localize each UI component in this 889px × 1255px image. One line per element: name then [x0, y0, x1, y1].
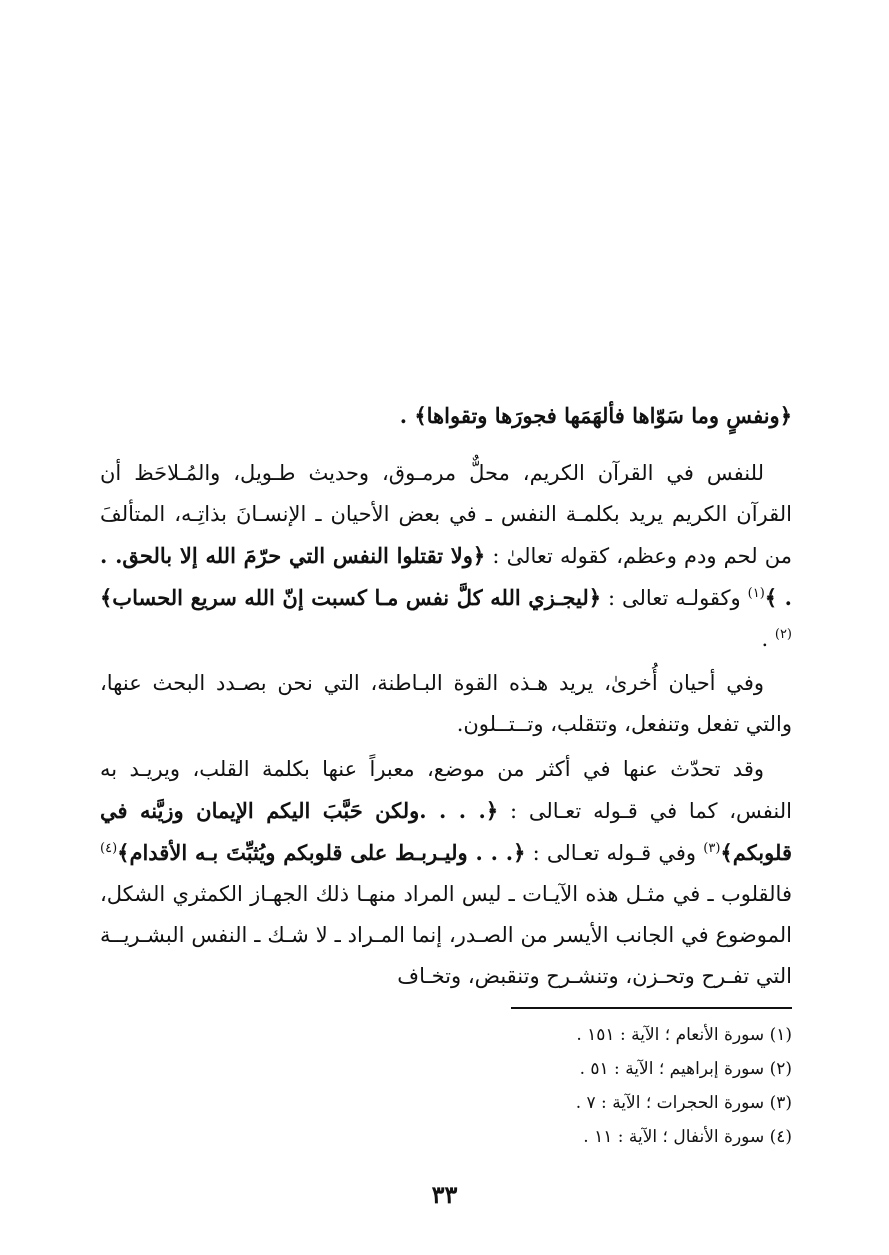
footnote-4: (٤) سورة الأنفال ؛ الآية : ١١ . — [583, 1127, 792, 1147]
footnote-ref-2: (٢) — [774, 627, 792, 642]
paragraph-2 — [100, 663, 792, 745]
paragraph-3-text-c: فالقلوب ـ في مثـل هذه الآيـات ـ ليس المراد منهـا ذلك الجهـاز الكمثري الشكل، الموضوع في الجانب الأيسر من الصـدر، إنما المـراد ـ لا شـك ـ النفس البشـريــة التي تفـرح وتحـزن، وتنشـرح وتنقبض، وتخـاف — [100, 882, 792, 988]
footnote-3: (٣) سورة الحجرات ؛ الآية : ٧ . — [575, 1093, 792, 1113]
quran-quote-1: ﴿ولا تقتلوا النفس التي حرّمَ الله إلا بالحق. . . ﴾ — [100, 543, 792, 610]
opening-verse: ﴿ونفسٍ وما سَوّاها فألهَمَها فجورَها وتقواها﴾ . — [399, 403, 792, 428]
footnote-1: (١) سورة الأنعام ؛ الآية : ١٥١ . — [576, 1025, 792, 1045]
page-number: ٣٣ — [431, 1180, 458, 1209]
footnote-2: (٢) سورة إبراهيم ؛ الآية : ٥١ . — [579, 1059, 792, 1079]
footnote-ref-1: (١) — [747, 586, 765, 601]
paragraph-1-text-b: وكقولـه تعالى : — [608, 586, 741, 610]
paragraph-1 — [100, 453, 792, 660]
paragraph-3-text-a: وقد تحدّث عنها في أكثر من موضع، معبراً عنها بكلمة القلب، ويريـد به النفس، كما في قـوله تعـالى : — [100, 757, 793, 823]
footnotes — [300, 1018, 792, 1154]
footnote-divider — [511, 1007, 792, 1009]
footnote-ref-3: (٣) — [703, 841, 721, 856]
paragraph-3-text-b: وفي قـوله تعـالى : — [532, 841, 697, 865]
paragraph-2-text: وفي أحيان أُخرىٰ، يريد هـذه القوة البـاطنة، التي نحن بصـدد البحث عنها، والتي تفعل وتنفعل، وتتقلب، وتــتــلون. — [100, 671, 792, 736]
footnote-ref-4: (٤) — [100, 841, 118, 856]
paragraph-1-text-c: . — [761, 627, 769, 651]
quran-quote-4: ﴿. . . وليـربـط على قلوبكم ويُثبِّتَ بـه الأقدام﴾ — [117, 840, 526, 865]
paragraph-3 — [100, 749, 792, 997]
quran-quote-2: ﴿ليجـزي الله كلَّ نفس مـا كسبت إنّ الله سريع الحساب﴾ — [100, 585, 602, 610]
paragraph-1-text-a: للنفس في القرآن الكريم، محلٌّ مرمـوق، وحديث طـويل، والمُـلاحَظ أن القرآن الكريم يريد بكلمـة النفس ـ في بعض الأحيان ـ الإنسـانَ بذاتِـه، المتألفَ من لحم ودم وعظم، كقوله تعالىٰ : — [100, 461, 792, 568]
quran-quote-3: ﴿. . . .ولكن حَبَّبَ اليكم الإيمان وزيَّنه في قلوبكم﴾ — [100, 798, 792, 865]
